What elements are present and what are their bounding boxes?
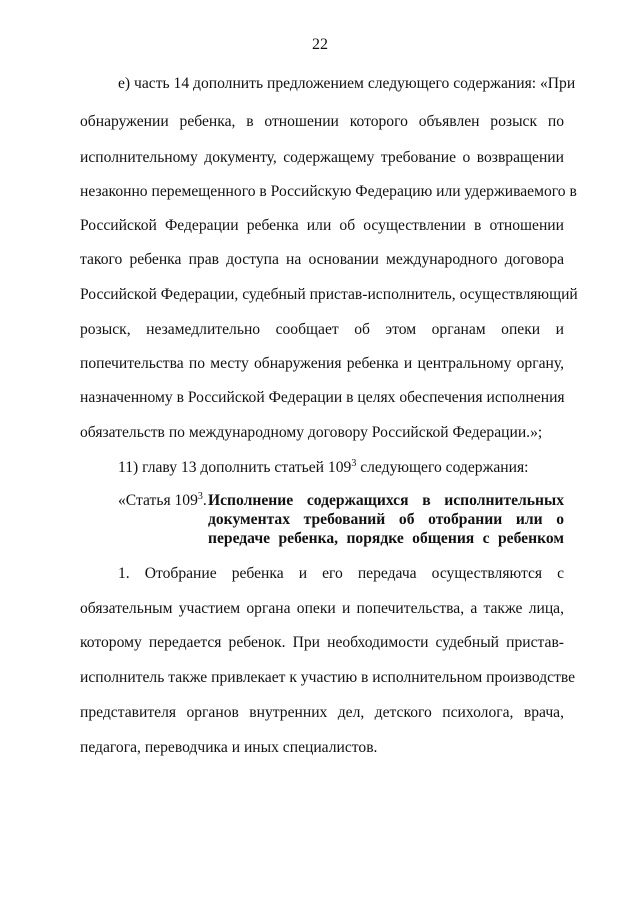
text-run: . <box>202 492 207 509</box>
paragraph-line: обязательств по международному договору Российской Федерации.»; <box>80 424 543 441</box>
paragraph-line-11 <box>118 458 564 478</box>
paragraph-line: исполнитель также привлекает к участию в исполнительном производстве <box>80 669 576 686</box>
paragraph-line: такого ребенка прав доступа на основании международного договора <box>80 251 564 268</box>
paragraph-line: попечительства по месту обнаружения ребенка и центральному органу, <box>80 355 564 372</box>
paragraph-line: Российской Федерации, судебный пристав-исполнитель, осуществляющий <box>80 286 578 303</box>
text-run: 11) главу 13 дополнить статьей 109 <box>118 459 352 476</box>
superscript: 3 <box>197 490 203 502</box>
article-title-line: Исполнение содержащихся в исполнительных <box>208 492 564 509</box>
article-title-line: передаче ребенка, порядке общения с ребенком <box>208 530 564 547</box>
text-run: следующего содержания: <box>356 459 529 476</box>
article-title-line: документах требований об отобрании или о <box>208 511 564 528</box>
paragraph-line: незаконно перемещенного в Российскую Федерацию или удерживаемого в <box>80 183 577 200</box>
paragraph-line: назначенному в Российской Федерации в целях обеспечения исполнения <box>80 389 565 406</box>
paragraph-line: педагога, переводчика и иных специалистов. <box>80 739 378 756</box>
paragraph-line: Российской Федерации ребенка или об осуществлении в отношении <box>80 217 564 234</box>
paragraph-line: которому передается ребенок. При необходимости судебный пристав- <box>80 634 564 651</box>
text-run: «Статья 109 <box>118 492 198 509</box>
paragraph-line: исполнительному документу, содержащему требование о возвращении <box>80 149 564 166</box>
paragraph-line: обязательным участием органа опеки и попечительства, а также лица, <box>80 600 564 617</box>
page-number: 22 <box>312 36 328 53</box>
paragraph-line: представителя органов внутренних дел, детского психолога, врача, <box>80 704 564 721</box>
superscript: 3 <box>351 457 357 469</box>
paragraph-line: розыск, незамедлительно сообщает об этом органам опеки и <box>80 321 564 338</box>
paragraph-line: е) часть 14 дополнить предложением следующего содержания: «При <box>118 75 576 92</box>
paragraph-line: 1. Отобрание ребенка и его передача осуществляются с <box>118 565 564 582</box>
paragraph-line: обнаружении ребенка, в отношении которого объявлен розыск по <box>80 113 564 130</box>
article-label <box>118 491 207 510</box>
